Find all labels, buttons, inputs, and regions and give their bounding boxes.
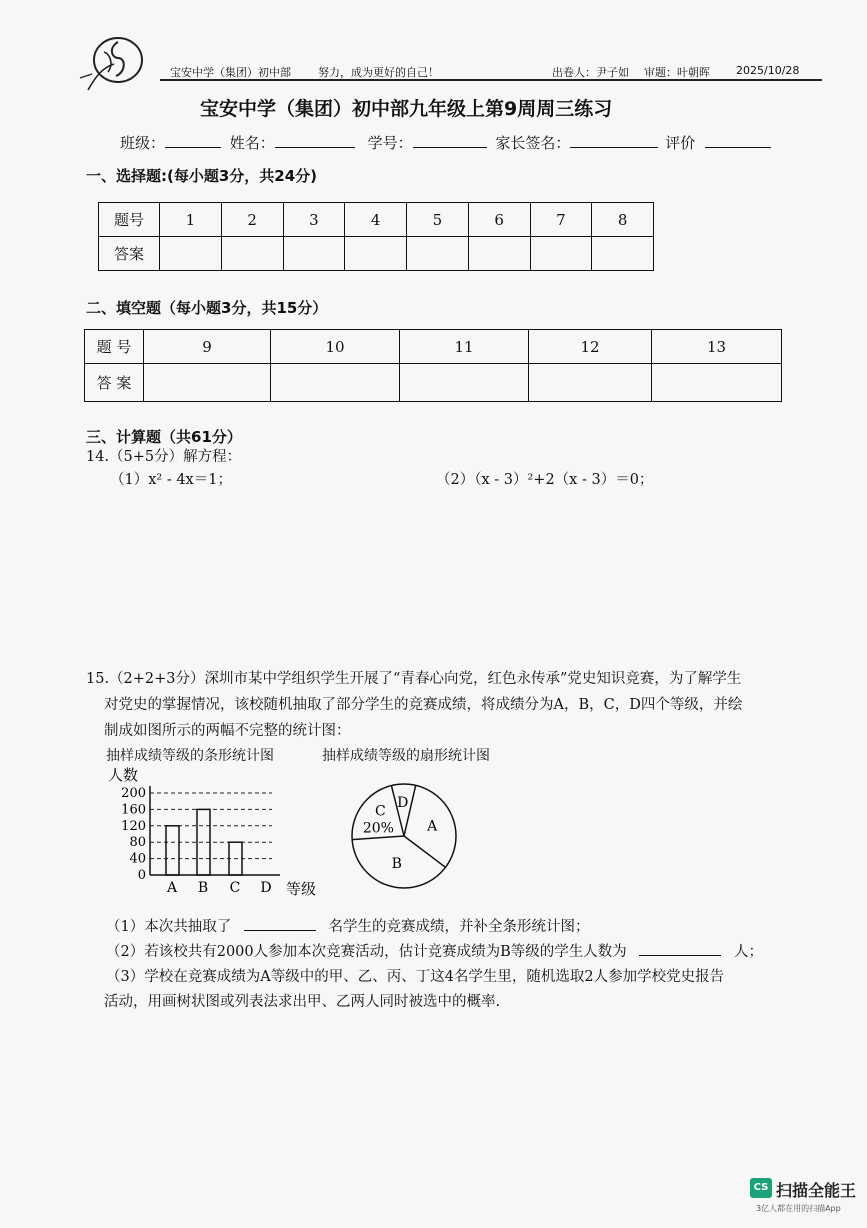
q15-q1 bbox=[106, 914, 589, 940]
header-school: 宝安中学（集团）初中部 bbox=[170, 66, 291, 79]
fill-number: 10 bbox=[271, 330, 400, 364]
pie-slice-boundary bbox=[404, 836, 446, 867]
page-title: 宝安中学（集团）初中部九年级上第9周周三练习 bbox=[200, 98, 613, 120]
q15-q3-line1: （3）学校在竞赛成绩为A等级中的甲、乙、丙、丁这4名学生里，随机选取2人参加学校党史报告 bbox=[106, 969, 725, 985]
q15-q2-text: （2）若该校共有2000人参加本次竞赛活动，估计竞赛成绩为B等级的学生人数为 bbox=[106, 944, 627, 960]
fill-answer-cell[interactable] bbox=[400, 364, 529, 402]
choice-answer-cell[interactable] bbox=[345, 237, 407, 271]
choice-answer-label: 答案 bbox=[99, 237, 160, 271]
bar-xtick-label: C bbox=[229, 880, 241, 896]
fill-answer-cell[interactable] bbox=[529, 364, 652, 402]
name-blank[interactable] bbox=[275, 133, 355, 148]
bar-chart bbox=[100, 766, 330, 902]
choice-number: 7 bbox=[530, 203, 592, 237]
section1-heading: 一、选择题:(每小题3分，共24分) bbox=[86, 167, 318, 185]
choice-answer-cell[interactable] bbox=[592, 237, 654, 271]
bar-ylabel: 人数 bbox=[108, 766, 139, 784]
eval-label: 评价 bbox=[665, 134, 696, 152]
bar-ytick-label: 0 bbox=[137, 868, 146, 883]
choice-number: 4 bbox=[345, 203, 407, 237]
q15-stem-line1: 15.（2+2+3分）深圳市某中学组织学生开展了“青春心向党，红色永传承”党史知识竞赛，为了解学生 bbox=[86, 671, 742, 687]
fill-number: 12 bbox=[529, 330, 652, 364]
choice-number: 3 bbox=[283, 203, 345, 237]
pie-label-D: D bbox=[397, 795, 409, 811]
section3-heading: 三、计算题（共61分） bbox=[86, 428, 242, 446]
scanner-tagline: 3亿人都在用的扫描App bbox=[756, 1204, 841, 1213]
choice-number: 8 bbox=[592, 203, 654, 237]
q15-q2-tail: 人； bbox=[734, 944, 763, 960]
fill-number: 9 bbox=[144, 330, 271, 364]
q15-q2-blank[interactable] bbox=[639, 941, 721, 956]
choice-row-label: 题号 bbox=[99, 203, 160, 237]
bar-A bbox=[166, 826, 179, 875]
scanner-logo-icon: CS bbox=[750, 1178, 772, 1198]
class-blank[interactable] bbox=[165, 133, 221, 148]
choice-answer-cell[interactable] bbox=[407, 237, 469, 271]
bar-xlabel: 等级 bbox=[286, 880, 317, 898]
choice-answer-cell[interactable] bbox=[283, 237, 345, 271]
fill-answer-label: 答 案 bbox=[85, 364, 144, 402]
header-author: 出卷人：尹子如 bbox=[552, 66, 629, 79]
parent-label: 家长签名： bbox=[495, 134, 571, 152]
id-blank[interactable] bbox=[413, 133, 487, 148]
info-line bbox=[120, 132, 771, 153]
choice-answer-cell[interactable] bbox=[468, 237, 530, 271]
choice-answer-cell[interactable] bbox=[530, 237, 592, 271]
pie-label-B: B bbox=[391, 856, 402, 872]
pie-value-C: 20% bbox=[362, 820, 394, 837]
eval-blank[interactable] bbox=[705, 133, 771, 148]
bar-ytick-label: 160 bbox=[121, 802, 146, 818]
q15-q1-blank[interactable] bbox=[244, 916, 316, 931]
parent-blank[interactable] bbox=[570, 133, 658, 148]
header-reviewer: 审题：叶朝晖 bbox=[644, 66, 710, 79]
bar-xtick-label: D bbox=[260, 880, 272, 896]
name-label: 姓名： bbox=[229, 134, 275, 152]
bar-chart-caption: 抽样成绩等级的条形统计图 bbox=[106, 748, 274, 764]
pie-chart-caption: 抽样成绩等级的扇形统计图 bbox=[322, 748, 490, 764]
choice-answer-cell[interactable] bbox=[160, 237, 222, 271]
bar-xtick-label: A bbox=[166, 880, 178, 896]
bar-ytick-label: 120 bbox=[121, 818, 146, 834]
choice-number: 1 bbox=[160, 203, 222, 237]
header-motto: 努力，成为更好的自己！ bbox=[318, 66, 439, 79]
pie-chart bbox=[346, 776, 466, 898]
pie-slice-boundary bbox=[352, 836, 404, 840]
choice-answer-table bbox=[98, 202, 654, 271]
choice-number: 6 bbox=[468, 203, 530, 237]
q14-part2: （2）（x - 3）²+2（x - 3）＝0； bbox=[436, 472, 654, 488]
fill-answer-table bbox=[84, 329, 782, 402]
q14-part1: （1）x² - 4x＝1； bbox=[110, 472, 232, 488]
header-rule bbox=[160, 79, 822, 81]
id-label: 学号： bbox=[367, 134, 413, 152]
choice-number: 2 bbox=[221, 203, 283, 237]
pie-label-C: C bbox=[375, 803, 386, 820]
fill-answer-cell[interactable] bbox=[652, 364, 782, 402]
bar-xtick-label: B bbox=[197, 880, 209, 896]
class-label: 班级： bbox=[120, 134, 166, 152]
q15-stem-line2: 对党史的掌握情况，该校随机抽取了部分学生的竞赛成绩，将成绩分为A，B，C，D四个等级，并绘 bbox=[104, 697, 743, 713]
fill-number: 11 bbox=[400, 330, 529, 364]
scanner-app-name: 扫描全能王 bbox=[776, 1181, 857, 1200]
choice-answer-cell[interactable] bbox=[221, 237, 283, 271]
choice-number: 5 bbox=[407, 203, 469, 237]
q14-stem: 14.（5+5分）解方程： bbox=[86, 449, 242, 465]
section2-heading: 二、填空题（每小题3分，共15分） bbox=[86, 299, 328, 317]
q15-q1-text: （1）本次共抽取了 bbox=[106, 919, 232, 935]
fill-number: 13 bbox=[652, 330, 782, 364]
bar-ytick-label: 200 bbox=[121, 786, 146, 801]
q15-stem-line3: 制成如图所示的两幅不完整的统计图： bbox=[104, 723, 351, 739]
fill-row-label: 题 号 bbox=[85, 330, 144, 364]
bar-ytick-label: 80 bbox=[129, 835, 146, 851]
header-date: 2025/10/28 bbox=[736, 64, 800, 77]
q15-q2 bbox=[106, 939, 763, 965]
bar-ytick-label: 40 bbox=[129, 851, 146, 867]
q15-q1-tail: 名学生的竞赛成绩，并补全条形统计图； bbox=[328, 919, 590, 935]
school-logo bbox=[78, 28, 148, 96]
fill-answer-cell[interactable] bbox=[144, 364, 271, 402]
fill-answer-cell[interactable] bbox=[271, 364, 400, 402]
pie-label-A: A bbox=[427, 818, 438, 835]
q15-q3-line2: 活动，用画树状图或列表法求出甲、乙两人同时被选中的概率. bbox=[104, 994, 501, 1010]
